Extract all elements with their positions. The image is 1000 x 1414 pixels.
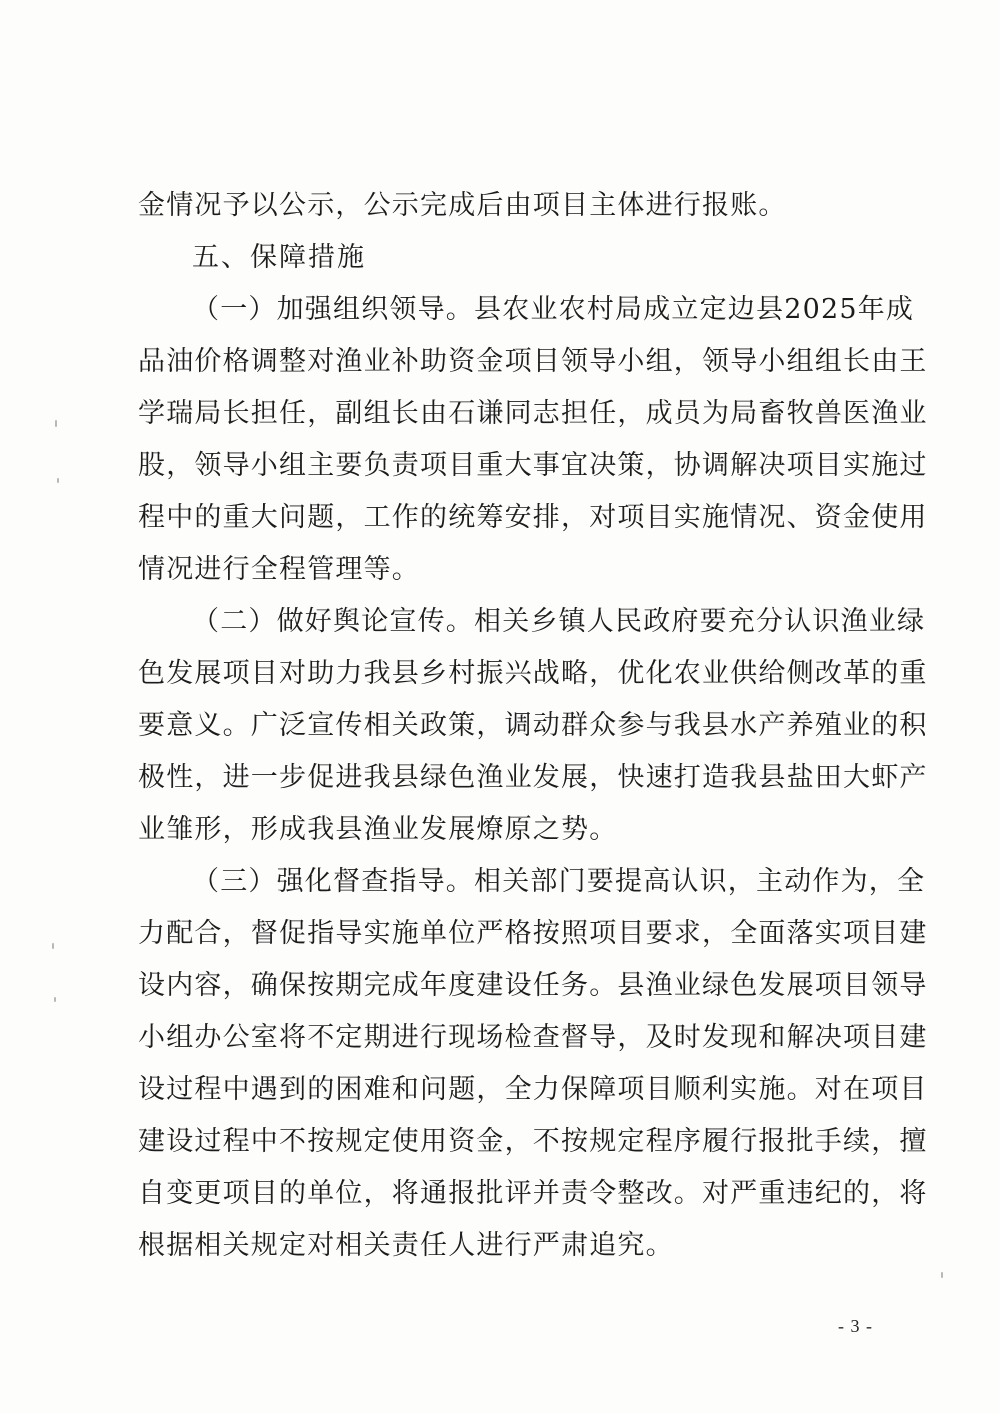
text-line: 极性，进一步促进我县绿色渔业发展，快速打造我县盐田大虾产 [138,762,928,793]
text-line: 色发展项目对助力我县乡村振兴战略，优化农业供给侧改革的重 [138,658,928,689]
text-line: 要意义。广泛宣传相关政策，调动群众参与我县水产养殖业的积 [138,710,928,741]
scan-artifact [57,478,59,483]
text-line: 自变更项目的单位，将通报批评并责令整改。对严重违纪的，将 [138,1178,928,1209]
text-line: 力配合，督促指导实施单位严格按照项目要求，全面落实项目建 [138,918,928,949]
scan-artifact [52,943,54,949]
text-line: （二）做好舆论宣传。相关乡镇人民政府要充分认识渔业绿 [192,606,926,637]
section-heading: 五、保障措施 [192,242,366,273]
text-line: 建设过程中不按规定使用资金，不按规定程序履行报批手续，擅 [138,1126,928,1157]
text-line: （三）强化督查指导。相关部门要提高认识，主动作为，全 [192,866,926,897]
text-line: 业雏形，形成我县渔业发展燎原之势。 [138,814,618,845]
text-line: 程中的重大问题，工作的统筹安排，对项目实施情况、资金使用 [138,502,928,533]
text-line: （一）加强组织领导。县农业农村局成立定边县2025年成 [192,294,915,325]
scan-artifact [941,1272,943,1278]
text-line: 设过程中遇到的困难和问题，全力保障项目顺利实施。对在项目 [138,1074,928,1105]
page-number: - 3 - [838,1316,873,1336]
text-line: 设内容，确保按期完成年度建设任务。县渔业绿色发展项目领导 [138,970,928,1001]
text-line: 小组办公室将不定期进行现场检查督导，及时发现和解决项目建 [138,1022,928,1053]
text-line: 品油价格调整对渔业补助资金项目领导小组，领导小组组长由王 [138,346,928,377]
text-line: 金情况予以公示，公示完成后由项目主体进行报账。 [138,190,787,221]
text-line: 情况进行全程管理等。 [138,554,420,585]
text-line: 根据相关规定对相关责任人进行严肃追究。 [138,1230,674,1261]
scan-artifact [54,997,56,1002]
text-line: 学瑞局长担任，副组长由石谦同志担任，成员为局畜牧兽医渔业 [138,398,928,429]
text-line: 股，领导小组主要负责项目重大事宜决策，协调解决项目实施过 [138,450,928,481]
scan-artifact [55,420,57,427]
